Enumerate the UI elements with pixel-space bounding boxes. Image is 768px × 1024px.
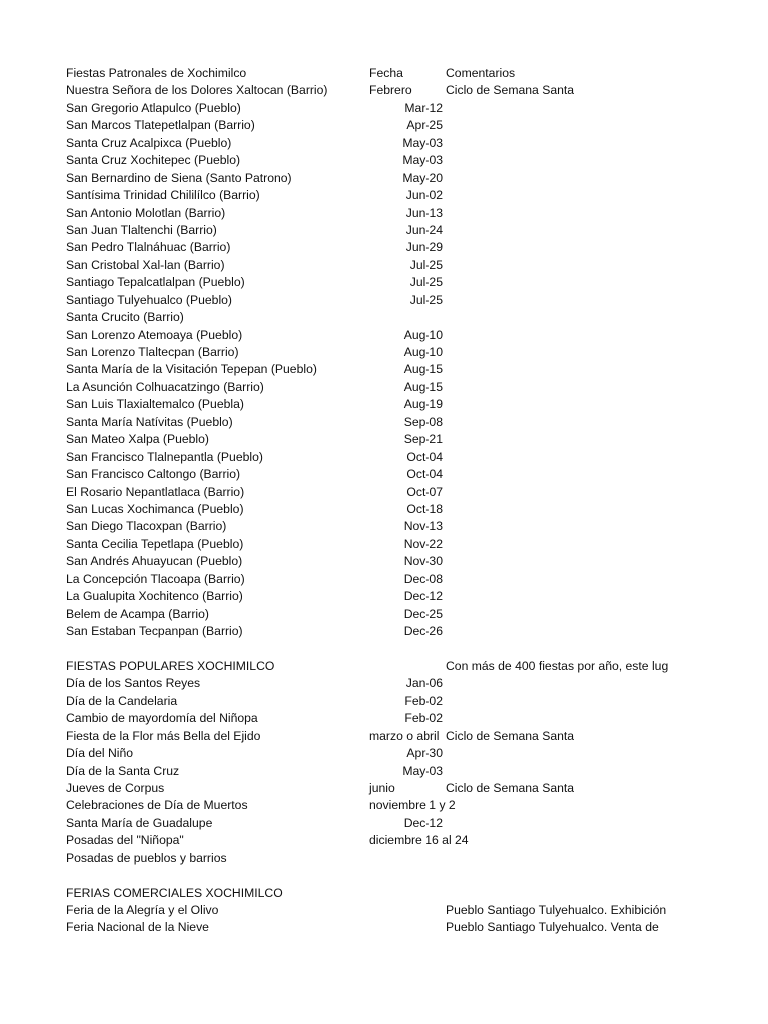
table-row — [66, 170, 676, 187]
fiesta-name: Día de la Santa Cruz — [66, 763, 180, 778]
fiesta-date: Oct-07 — [406, 484, 443, 499]
fiesta-name: San Diego Tlacoxpan (Barrio) — [66, 519, 227, 534]
table-row — [66, 501, 676, 518]
fiesta-date: Apr-25 — [406, 118, 443, 133]
fiesta-name: Fiesta de la Flor más Bella del Ejido — [66, 728, 261, 743]
fiesta-name: San Francisco Caltongo (Barrio) — [66, 467, 241, 482]
ferias-list — [66, 902, 676, 937]
fiesta-date: Mar-12 — [404, 100, 443, 115]
fiesta-name: San Francisco Tlalnepantla (Pueblo) — [66, 449, 263, 464]
fiesta-date: Aug-10 — [403, 327, 443, 342]
table-row — [66, 815, 676, 832]
table-row — [66, 763, 676, 780]
table-row — [66, 117, 676, 134]
fiesta-name: Día de los Santos Reyes — [66, 676, 201, 691]
table-row — [66, 553, 676, 570]
fiesta-date: Dec-12 — [403, 815, 443, 830]
fiesta-date: May-03 — [402, 153, 443, 168]
fiesta-name: La Concepción Tlacoapa (Barrio) — [66, 571, 245, 586]
fiesta-date: Jun-02 — [405, 188, 443, 203]
table-row — [66, 710, 676, 727]
table-row — [66, 780, 676, 797]
fiesta-date: Jun-29 — [405, 240, 443, 255]
fiesta-date: Jul-25 — [409, 275, 443, 290]
fiesta-date: May-03 — [402, 135, 443, 150]
fiesta-date: diciembre 16 al 24 — [369, 833, 469, 848]
fiesta-name: San Lorenzo Atemoaya (Pueblo) — [66, 327, 243, 342]
table-row — [66, 606, 676, 623]
fiesta-name: Santísima Trinidad Chililílco (Barrio) — [66, 188, 260, 203]
fiesta-date: Feb-02 — [404, 693, 443, 708]
fiesta-comment: Pueblo Santiago Tulyehualco. Exhibición — [446, 903, 667, 917]
table-row — [66, 449, 676, 466]
fiesta-date: Jun-24 — [405, 222, 443, 237]
table-row — [66, 239, 676, 256]
fiesta-date: Sep-21 — [403, 432, 443, 447]
fiesta-name: Santa Cruz Acalpixca (Pueblo) — [66, 135, 232, 150]
fiesta-date: junio — [369, 780, 395, 795]
table-row — [66, 431, 676, 448]
fiesta-comment: Ciclo de Semana Santa — [446, 728, 575, 743]
table-row — [66, 919, 676, 936]
fiesta-date: Jun-13 — [405, 205, 443, 220]
fiesta-name: Santa María de la Visitación Tepepan (Pueblo) — [66, 362, 317, 377]
fiesta-date: Nov-22 — [403, 536, 443, 551]
fiesta-date: Dec-26 — [403, 624, 443, 638]
table-row — [66, 309, 676, 326]
table-row — [66, 222, 676, 239]
section-title-ferias: FERIAS COMERCIALES XOCHIMILCO — [66, 885, 283, 900]
fiesta-name: San Estaban Tecpanpan (Barrio) — [66, 624, 243, 638]
table-row — [66, 396, 676, 413]
fiesta-date: noviembre 1 y 2 — [369, 798, 456, 813]
fiesta-name: Santa Cruz Xochitepec (Pueblo) — [66, 153, 241, 168]
table-row — [66, 327, 676, 344]
table-row — [66, 675, 676, 692]
column-header-fecha: Fecha — [369, 66, 403, 80]
table-row — [66, 518, 676, 535]
fiesta-date: Oct-04 — [406, 467, 443, 482]
table-row — [66, 832, 676, 849]
fiesta-date: Oct-04 — [406, 449, 443, 464]
fiesta-name: Jueves de Corpus — [66, 780, 165, 795]
fiesta-name: San Gregorio Atlapulco (Pueblo) — [66, 100, 241, 115]
table-row — [66, 745, 676, 762]
fiesta-comment: Ciclo de Semana Santa — [446, 83, 575, 98]
fiesta-date: Oct-18 — [406, 501, 443, 516]
fiesta-date: Dec-08 — [403, 571, 443, 586]
populares-list — [66, 675, 676, 867]
table-row — [66, 135, 676, 152]
table-row — [66, 588, 676, 605]
fiesta-name: Cambio de mayordomía del Niñopa — [66, 711, 258, 726]
fiesta-name: San Antonio Molotlan (Barrio) — [66, 205, 226, 220]
fiesta-name: San Bernardino de Siena (Santo Patrono) — [66, 170, 292, 185]
fiesta-name: Santa Crucito (Barrio) — [66, 310, 184, 325]
fiesta-date: Jul-25 — [409, 257, 443, 272]
blank-row — [66, 867, 676, 884]
fiesta-name: Santiago Tulyehualco (Pueblo) — [66, 292, 232, 307]
fiesta-date: Jan-06 — [405, 676, 443, 691]
fiesta-name: San Cristobal Xal-lan (Barrio) — [66, 257, 225, 272]
fiesta-name: El Rosario Nepantlatlaca (Barrio) — [66, 484, 245, 499]
fiesta-date: Aug-15 — [403, 362, 443, 377]
fiesta-name: San Juan Tlaltenchi (Barrio) — [66, 222, 217, 237]
blank-row — [66, 640, 676, 657]
fiesta-name: Santa Cecilia Tepetlapa (Pueblo) — [66, 536, 244, 551]
fiesta-date: marzo o abril — [369, 728, 440, 743]
header-row — [66, 65, 676, 82]
fiesta-comment: Ciclo de Semana Santa — [446, 780, 575, 795]
table-row — [66, 466, 676, 483]
table-row — [66, 536, 676, 553]
fiesta-date: Sep-08 — [403, 414, 443, 429]
fiesta-name: Nuestra Señora de los Dolores Xaltocan (Barrio) — [66, 83, 328, 98]
fiesta-date: Aug-15 — [403, 379, 443, 394]
table-row — [66, 187, 676, 204]
table-row — [66, 205, 676, 222]
table-row — [66, 414, 676, 431]
fiesta-date: Aug-10 — [403, 345, 443, 359]
table-row — [66, 379, 676, 396]
table-row — [66, 274, 676, 291]
fiesta-name: San Lorenzo Tlaltecpan (Barrio) — [66, 345, 239, 359]
fiesta-date: Jul-25 — [409, 292, 443, 307]
fiesta-name: Día del Niño — [66, 746, 134, 761]
fiesta-date: Dec-12 — [403, 589, 443, 604]
table-row — [66, 344, 676, 361]
ferias-title-row — [66, 885, 676, 902]
spreadsheet — [66, 65, 676, 937]
fiesta-name: San Marcos Tlatepetlalpan (Barrio) — [66, 118, 255, 133]
fiesta-name: Santa María Natívitas (Pueblo) — [66, 414, 233, 429]
fiesta-name: Posadas de pueblos y barrios — [66, 850, 227, 865]
fiesta-name: La Gualupita Xochitenco (Barrio) — [66, 589, 243, 604]
table-row — [66, 850, 676, 867]
fiesta-date: Dec-25 — [403, 606, 443, 621]
table-row — [66, 728, 676, 745]
fiesta-date: Aug-19 — [403, 397, 443, 412]
fiesta-date: Febrero — [369, 83, 412, 98]
table-row — [66, 152, 676, 169]
fiesta-name: La Asunción Colhuacatzingo (Barrio) — [66, 379, 264, 394]
table-row — [66, 82, 676, 99]
table-row — [66, 797, 676, 814]
fiesta-name: Feria de la Alegría y el Olivo — [66, 903, 219, 917]
fiesta-name: Santa María de Guadalupe — [66, 815, 213, 830]
table-row — [66, 292, 676, 309]
populares-comment: Con más de 400 fiestas por año, este lug — [446, 658, 669, 673]
section-title-populares: FIESTAS POPULARES XOCHIMILCO — [66, 658, 275, 673]
fiesta-date: Feb-02 — [404, 711, 443, 726]
fiesta-date: Apr-30 — [406, 746, 443, 761]
fiesta-date: May-20 — [402, 170, 443, 185]
fiesta-name: Día de la Candelaria — [66, 693, 178, 708]
patronales-list — [66, 82, 676, 640]
fiesta-name: Belem de Acampa (Barrio) — [66, 606, 209, 621]
table-row — [66, 693, 676, 710]
table-row — [66, 571, 676, 588]
table-row — [66, 361, 676, 378]
fiesta-name: Feria Nacional de la Nieve — [66, 920, 209, 935]
table-row — [66, 100, 676, 117]
populares-title-row — [66, 658, 676, 675]
fiesta-comment: Pueblo Santiago Tulyehualco. Venta de — [446, 920, 659, 935]
fiesta-name: Santiago Tepalcatlalpan (Pueblo) — [66, 275, 245, 290]
table-row — [66, 902, 676, 919]
fiesta-name: San Lucas Xochimanca (Pueblo) — [66, 501, 244, 516]
table-row — [66, 484, 676, 501]
fiesta-name: San Pedro Tlalnáhuac (Barrio) — [66, 240, 231, 255]
fiesta-name: San Luis Tlaxialtemalco (Puebla) — [66, 397, 244, 412]
page-title: Fiestas Patronales de Xochimilco — [66, 66, 247, 80]
fiesta-name: San Mateo Xalpa (Pueblo) — [66, 432, 209, 447]
table-row — [66, 257, 676, 274]
table-row — [66, 623, 676, 640]
fiesta-date: Nov-30 — [403, 554, 443, 569]
fiesta-name: Posadas del "Niñopa" — [66, 833, 184, 848]
fiesta-date: Nov-13 — [403, 519, 443, 534]
fiesta-date: May-03 — [402, 763, 443, 778]
fiesta-name: Celebraciones de Día de Muertos — [66, 798, 248, 813]
column-header-comentarios: Comentarios — [446, 66, 516, 80]
fiesta-name: San Andrés Ahuayucan (Pueblo) — [66, 554, 243, 569]
